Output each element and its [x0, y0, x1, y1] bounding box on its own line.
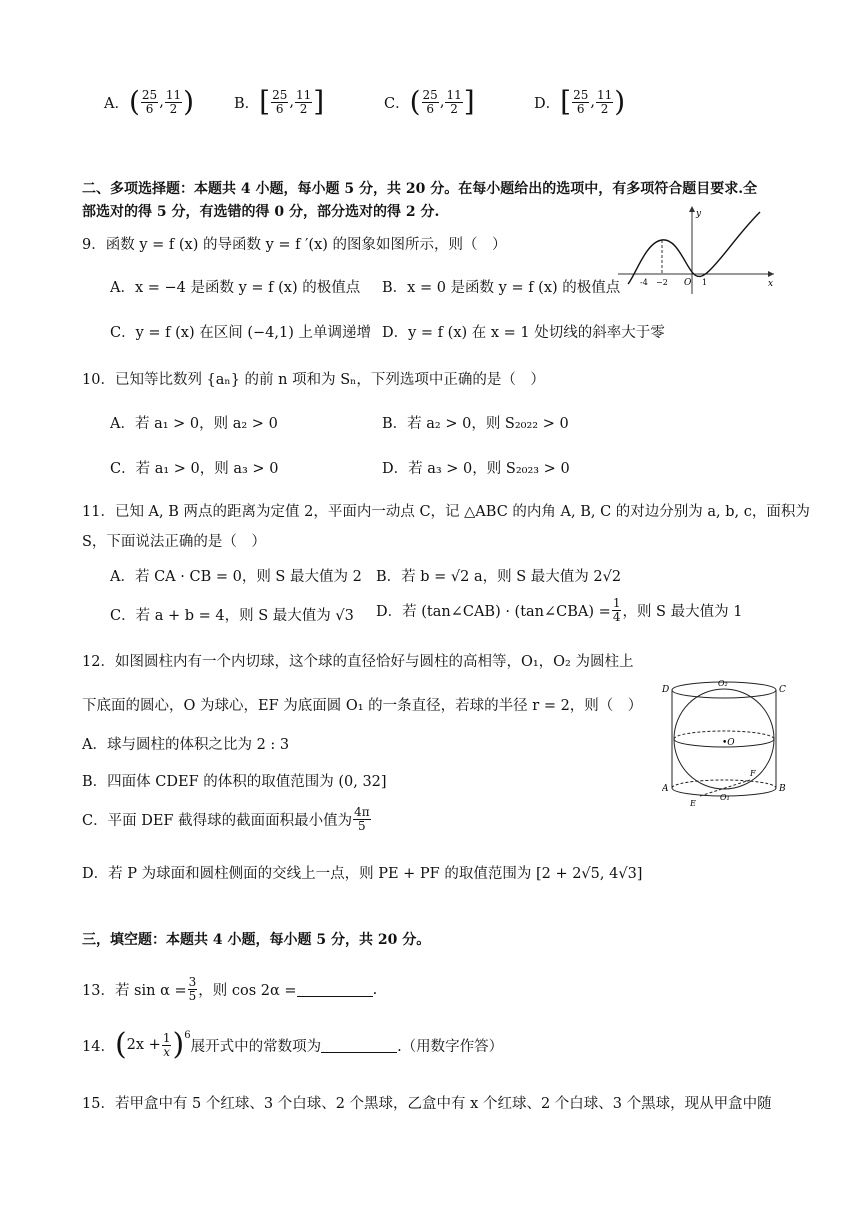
section3-heading: 三，填空题：本题共 4 小题，每小题 5 分，共 20 分。 [82, 932, 431, 948]
q10-option-b[interactable]: B．若 a₂ > 0，则 S₂₀₂₂ > 0 [382, 416, 569, 432]
q10-option-c[interactable]: C．若 a₁ > 0，则 a₃ > 0 [110, 461, 279, 477]
q9-option-d[interactable]: D．y = f (x) 在 x = 1 处切线的斜率大于零 [382, 325, 665, 341]
label-o1: O₁ [720, 793, 730, 802]
q11-stem-line2: S，下面说法正确的是（ ） [82, 534, 266, 550]
q12-cylinder-figure [662, 676, 790, 808]
q9-option-a[interactable]: A．x = −4 是函数 y = f (x) 的极值点 [110, 280, 361, 296]
q8-option-c[interactable]: C． ( $\frac{25}{6}$ , $\frac{11}{2}$ ] [384, 85, 475, 118]
label-o2: O₂ [718, 679, 728, 688]
q13-answer-blank[interactable] [297, 982, 373, 997]
section2-heading-line1: 二、多项选择题：本题共 4 小题，每小题 5 分，共 20 分。在每小题给出的选项中，有多项符合题目要求.全 [82, 181, 758, 197]
label-e: E [690, 799, 696, 808]
q9-stem: 9．函数 y = f (x) 的导函数 y = f ′(x) 的图象如图所示，则（ ） [82, 237, 507, 253]
x-axis-arrow [768, 271, 774, 277]
q12-option-d[interactable]: D．若 P 为球面和圆柱侧面的交线上一点，则 PE + PF 的取值范围为 [2 + 2√5, 4√3] [82, 866, 643, 882]
origin-label: O [684, 278, 692, 288]
q13: 13．若 sin α = $\frac{3}{5}$ ，则 cos 2α = . [82, 975, 378, 1003]
q12-stem-line2: 下底面的圆心，O 为球心，EF 为底面圆 O₁ 的一条直径，若球的半径 r = 2，则（ ） [82, 698, 643, 714]
tick-neg4: -4 [640, 278, 648, 287]
q12-stem-line1: 12．如图圆柱内有一个内切球，这个球的直径恰好与圆柱的高相等，O₁，O₂ 为圆柱上 [82, 654, 634, 670]
q9-derivative-graph [614, 204, 780, 296]
label-c: C [779, 685, 786, 695]
tick-neg2: −2 [656, 278, 668, 287]
label-b: B [779, 784, 786, 794]
label-f: F [750, 769, 756, 778]
q10-stem: 10．已知等比数列 {aₙ} 的前 n 项和为 Sₙ，下列选项中正确的是（ ） [82, 372, 545, 388]
label-d: D [662, 685, 670, 695]
q12-option-b[interactable]: B．四面体 CDEF 的体积的取值范围为 (0, 32] [82, 774, 387, 790]
q10-option-d[interactable]: D．若 a₃ > 0，则 S₂₀₂₃ > 0 [382, 461, 570, 477]
q9-option-c[interactable]: C．y = f (x) 在区间 (−4,1) 上单调递增 [110, 325, 371, 341]
q9-option-b[interactable]: B．x = 0 是函数 y = f (x) 的极值点 [382, 280, 621, 296]
y-axis-arrow [689, 206, 695, 212]
q8-option-d[interactable]: D． [ $\frac{25}{6}$ , $\frac{11}{2}$ ) [534, 85, 626, 118]
q11-stem-line1: 11．已知 A, B 两点的距离为定值 2，平面内一动点 C，记 △ABC 的内角 A, B, C 的对边分别为 a, b, c，面积为 [82, 504, 810, 520]
q11-option-c[interactable]: C．若 a + b = 4，则 S 最大值为 √3 [110, 608, 354, 624]
q12-option-a[interactable]: A．球与圆柱的体积之比为 2 : 3 [82, 737, 290, 753]
q10-option-a[interactable]: A．若 a₁ > 0，则 a₂ > 0 [110, 416, 278, 432]
q11-option-d[interactable]: D．若 (tan∠CAB) · (tan∠CBA) = $\frac{1}{4}$ ，则 S 最大值为 1 [376, 596, 743, 624]
label-o: •O [722, 738, 735, 748]
y-label: y [696, 209, 702, 219]
bottom-ellipse-back [672, 780, 776, 788]
label-a: A [662, 784, 669, 794]
q8-option-a[interactable]: A． ( $\frac{25}{6}$ , $\frac{11}{2}$ ) [104, 85, 195, 118]
x-label: x [768, 279, 774, 289]
q12-option-c[interactable]: C．平面 DEF 截得球的截面面积最小值为 $\frac{4\pi}{5}$ [82, 805, 370, 833]
q11-option-b[interactable]: B．若 b = √2 a，则 S 最大值为 2√2 [376, 569, 622, 585]
q14: 14． ( 2x + $\frac{1}{x}$ ) $^6$ 展开式中的常数项为 .（用数字作答） [82, 1027, 504, 1062]
tick-1: 1 [702, 278, 708, 287]
q11-option-a[interactable]: A．若 CA · CB = 0，则 S 最大值为 2 [110, 569, 362, 585]
q8-option-b[interactable]: B． [ $\frac{25}{6}$ , $\frac{11}{2}$ ] [234, 85, 325, 118]
section2-heading-line2: 部选对的得 5 分，有选错的得 0 分，部分选对的得 2 分. [82, 204, 440, 220]
q15-stem: 15．若甲盒中有 5 个红球、3 个白球、2 个黑球，乙盒中有 x 个红球、2 个白球、3 个黑球，现从甲盒中随 [82, 1096, 772, 1112]
q14-answer-blank[interactable] [321, 1038, 397, 1053]
derivative-curve [628, 212, 760, 284]
